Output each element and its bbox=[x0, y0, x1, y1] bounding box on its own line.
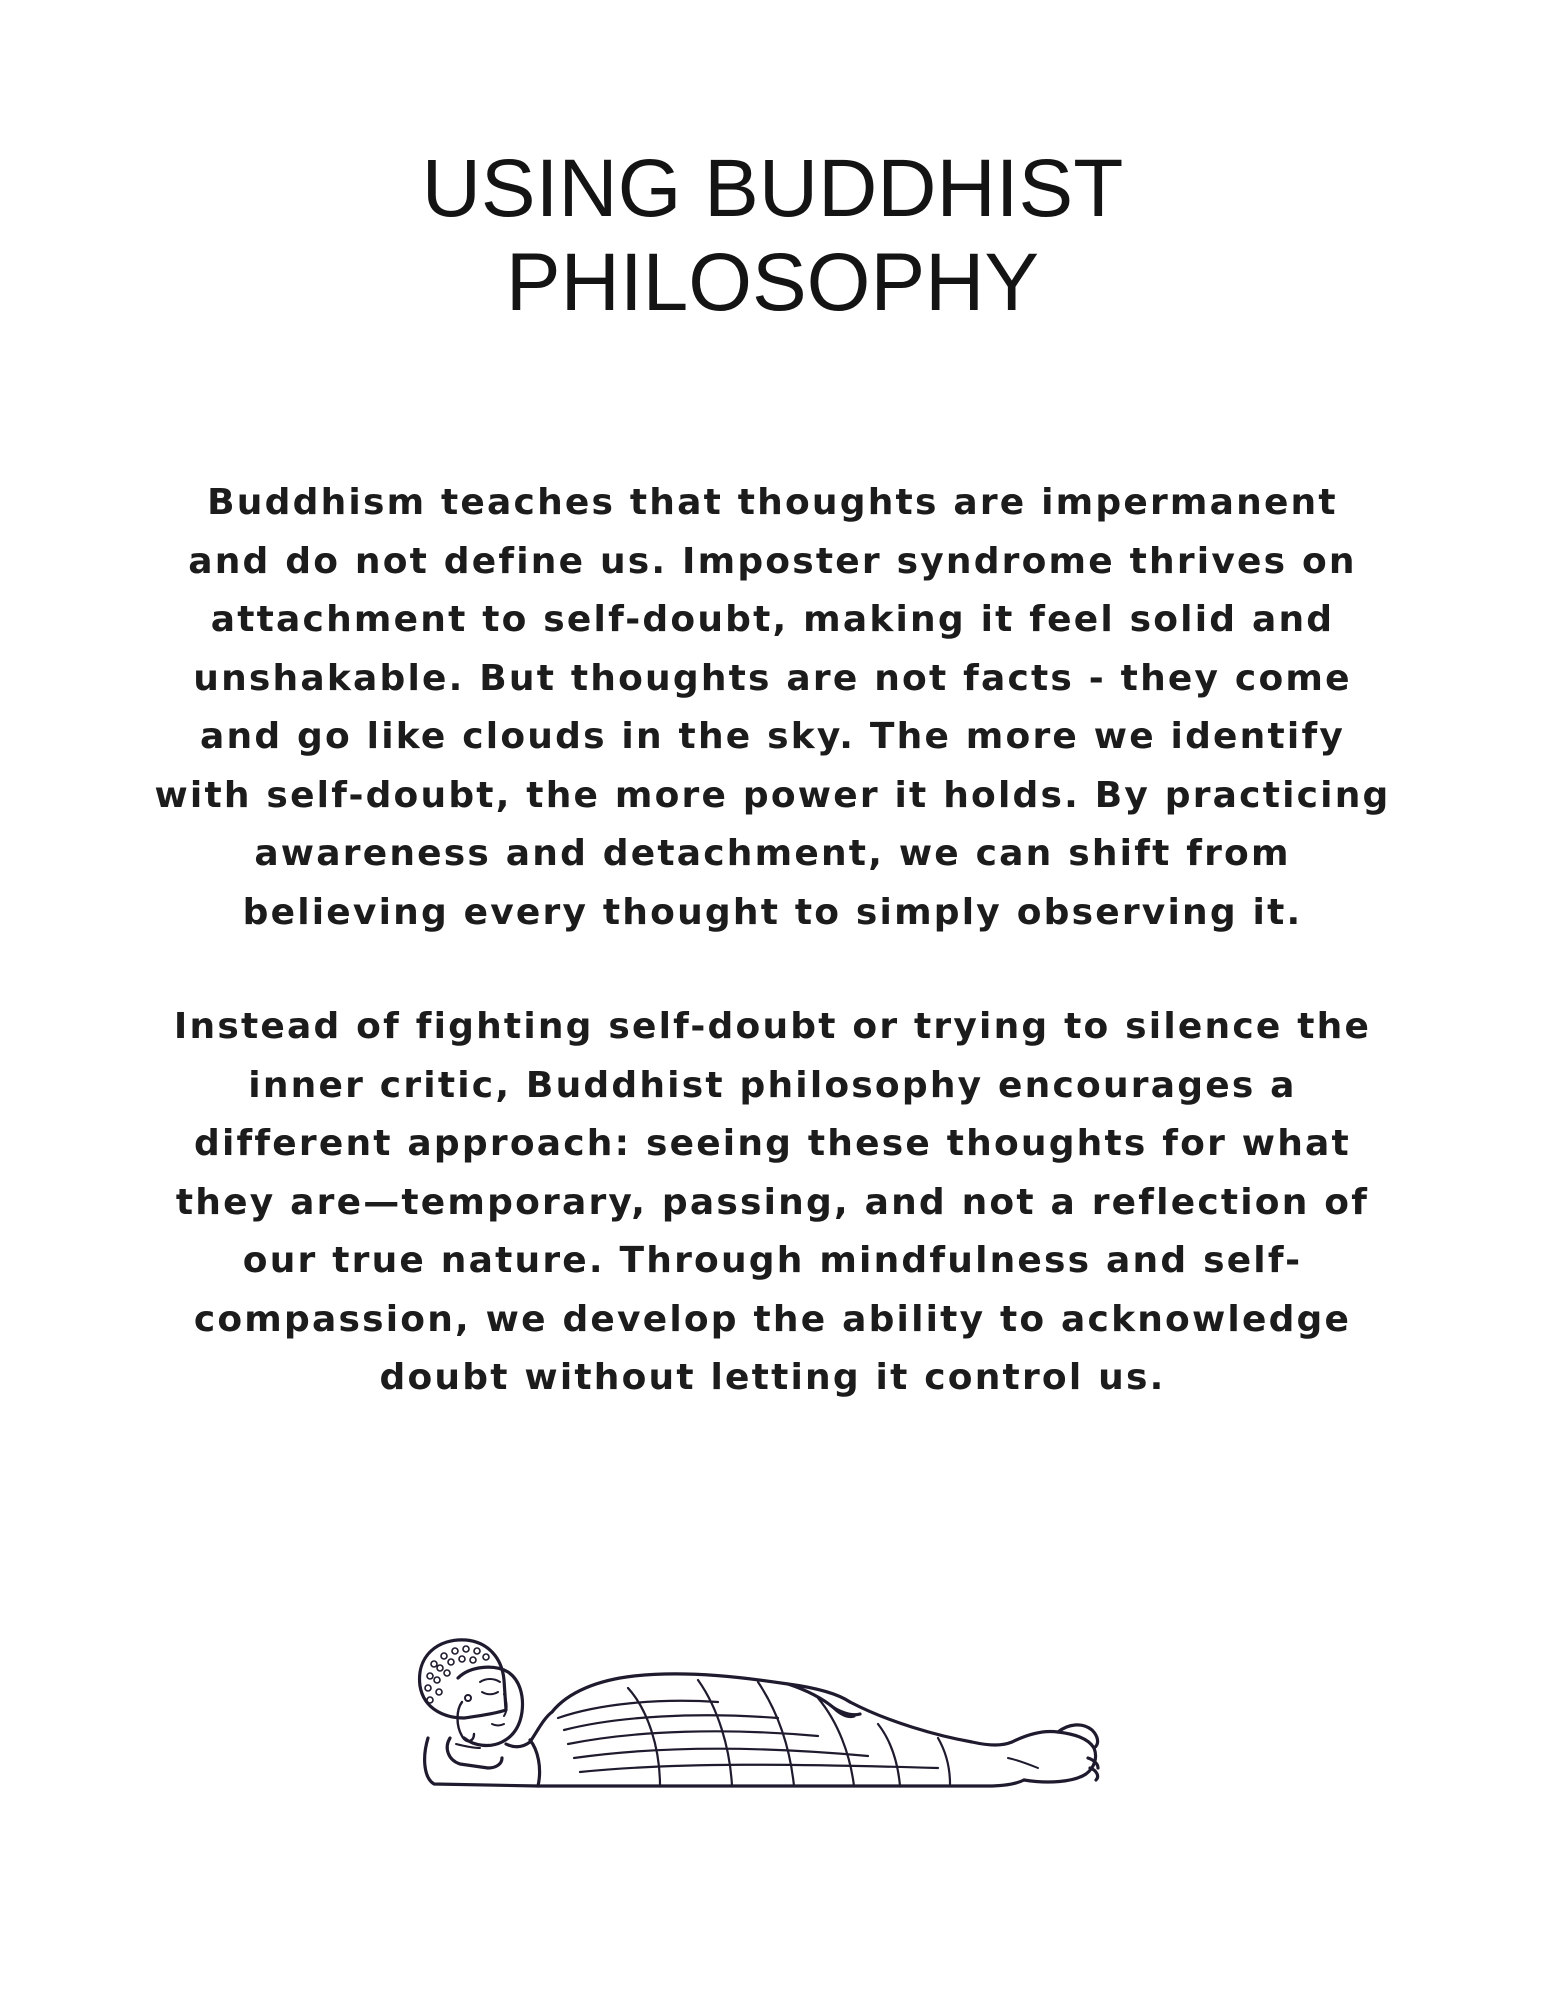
paragraph-line: Instead of fighting self-doubt or trying to silence the bbox=[173, 1006, 1372, 1047]
paragraph-line: with self-doubt, the more power it holds. By practicing bbox=[154, 774, 1391, 816]
paragraph-line: doubt without letting it control us. bbox=[379, 1357, 1166, 1398]
paragraph-line: and do not define us. Imposter syndrome thrives on bbox=[188, 540, 1357, 582]
paragraph-line: compassion, we develop the ability to acknowledge bbox=[193, 1298, 1352, 1340]
paragraph-line: unshakable. But thoughts are not facts - they come bbox=[193, 657, 1352, 699]
reclining-buddha-icon bbox=[398, 1618, 1148, 1798]
paragraph-mindfulness bbox=[150, 998, 1395, 1408]
paragraph-line: different approach: seeing these thoughts for what bbox=[194, 1123, 1351, 1164]
paragraph-line: our true nature. Through mindfulness and self- bbox=[242, 1240, 1303, 1281]
paragraph-line: inner critic, Buddhist philosophy encourages a bbox=[248, 1064, 1297, 1106]
page-title bbox=[0, 142, 1545, 330]
paragraph-impermanence bbox=[150, 474, 1395, 942]
paragraph-line: believing every thought to simply observing it. bbox=[242, 891, 1303, 933]
paragraph-line: and go like clouds in the sky. The more we identify bbox=[200, 716, 1345, 757]
paragraph-line: awareness and detachment, we can shift from bbox=[254, 833, 1291, 874]
paragraph-line: they are—temporary, passing, and not a reflection of bbox=[175, 1181, 1370, 1223]
paragraph-line: Buddhism teaches that thoughts are impermanent bbox=[207, 482, 1338, 523]
title-line-1: USING BUDDHIST bbox=[421, 143, 1124, 234]
paragraph-line: attachment to self-doubt, making it feel solid and bbox=[210, 599, 1335, 640]
title-line-2: PHILOSOPHY bbox=[505, 237, 1040, 328]
